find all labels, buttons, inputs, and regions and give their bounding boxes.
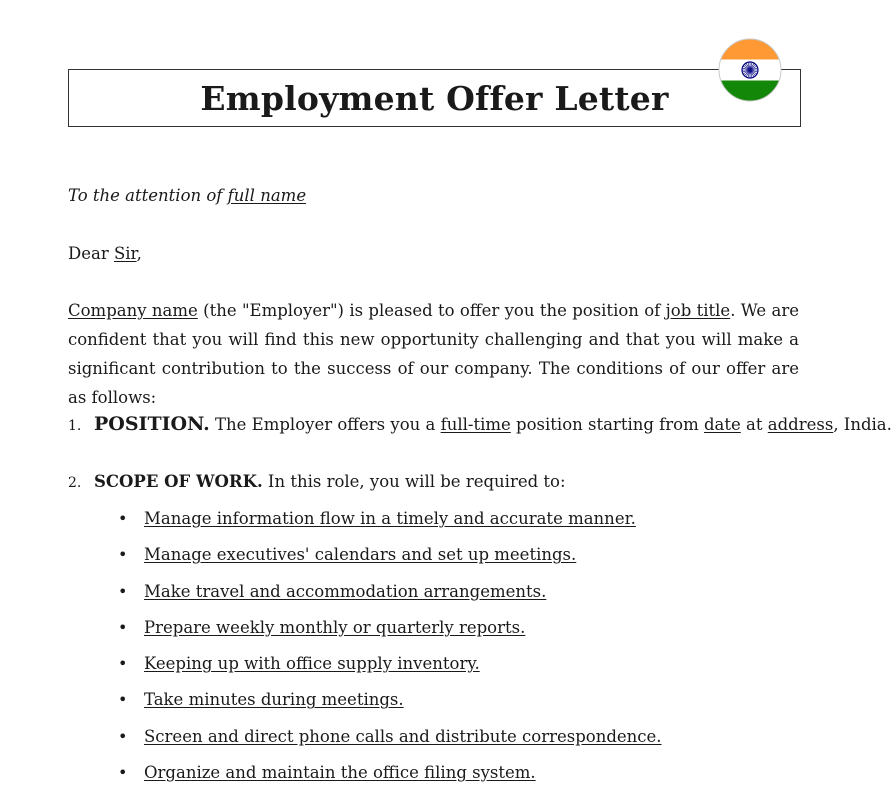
intro-text-1: (the "Employer") is pleased to offer you the position of (197, 301, 666, 320)
clause-text: at (740, 415, 768, 434)
clause-text: position starting from (510, 415, 704, 434)
employment-type-field[interactable]: full-time (440, 415, 511, 434)
clause-text: , India. (833, 415, 892, 434)
recipient-name-field[interactable]: full name (227, 186, 307, 205)
bullet-icon: • (118, 617, 128, 637)
salutation-suffix: , (136, 244, 142, 263)
duty-field[interactable]: Prepare weekly monthly or quarterly reports. (144, 617, 526, 637)
list-item (118, 690, 662, 726)
bullet-icon: • (118, 690, 128, 710)
clause-heading: POSITION. (94, 413, 210, 435)
bullet-icon: • (118, 581, 128, 601)
clause-heading: SCOPE OF WORK. (94, 472, 263, 491)
document-title: Employment Offer Letter (200, 78, 669, 118)
clause-text: The Employer offers you a (209, 415, 441, 434)
salutation-prefix: Dear (68, 244, 114, 263)
bullet-icon: • (118, 763, 128, 783)
duty-field[interactable]: Organize and maintain the office filing system. (144, 763, 536, 783)
duty-field[interactable]: Keeping up with office supply inventory. (144, 654, 480, 674)
duty-field[interactable]: Manage executives' calendars and set up meetings. (144, 545, 577, 565)
list-item (118, 545, 662, 581)
clause-position (68, 413, 892, 435)
clause-number: 1. (68, 418, 82, 434)
start-date-field[interactable]: date (703, 415, 741, 434)
list-item (118, 582, 662, 618)
list-item (118, 763, 662, 799)
duty-field[interactable]: Manage information flow in a timely and accurate manner. (144, 509, 636, 528)
company-name-field[interactable]: Company name (68, 301, 198, 320)
duty-field[interactable]: Make travel and accommodation arrangements. (144, 581, 547, 601)
duties-list (118, 509, 662, 799)
attention-line (68, 186, 306, 205)
attention-prefix: To the attention of (68, 186, 228, 205)
list-item (118, 509, 662, 545)
job-title-field[interactable]: job title (665, 301, 731, 320)
list-item (118, 618, 662, 654)
bullet-icon: • (118, 545, 128, 565)
list-item (118, 727, 662, 763)
clause-number: 2. (68, 475, 82, 491)
duty-field[interactable]: Screen and direct phone calls and distribute correspondence. (144, 726, 662, 746)
bullet-icon: • (118, 654, 128, 674)
salutation-line (68, 244, 142, 263)
clause-scope-of-work (68, 472, 566, 491)
intro-text-2: . We are confident that you will find this new opportunity challenging and that you will make a significant contribution to the success of our company. The conditions of our offer are as follows: (68, 301, 799, 407)
ashoka-chakra-icon (742, 62, 758, 78)
salutation-name-field[interactable]: Sir (113, 244, 137, 263)
intro-paragraph (68, 296, 799, 412)
duty-field[interactable]: Take minutes during meetings. (144, 690, 404, 710)
bullet-icon: • (118, 509, 128, 528)
india-flag-icon (718, 38, 782, 102)
address-field[interactable]: address (767, 415, 834, 434)
list-item (118, 654, 662, 690)
bullet-icon: • (118, 726, 128, 746)
title-box (68, 69, 801, 127)
clause-text: In this role, you will be required to: (262, 472, 566, 491)
